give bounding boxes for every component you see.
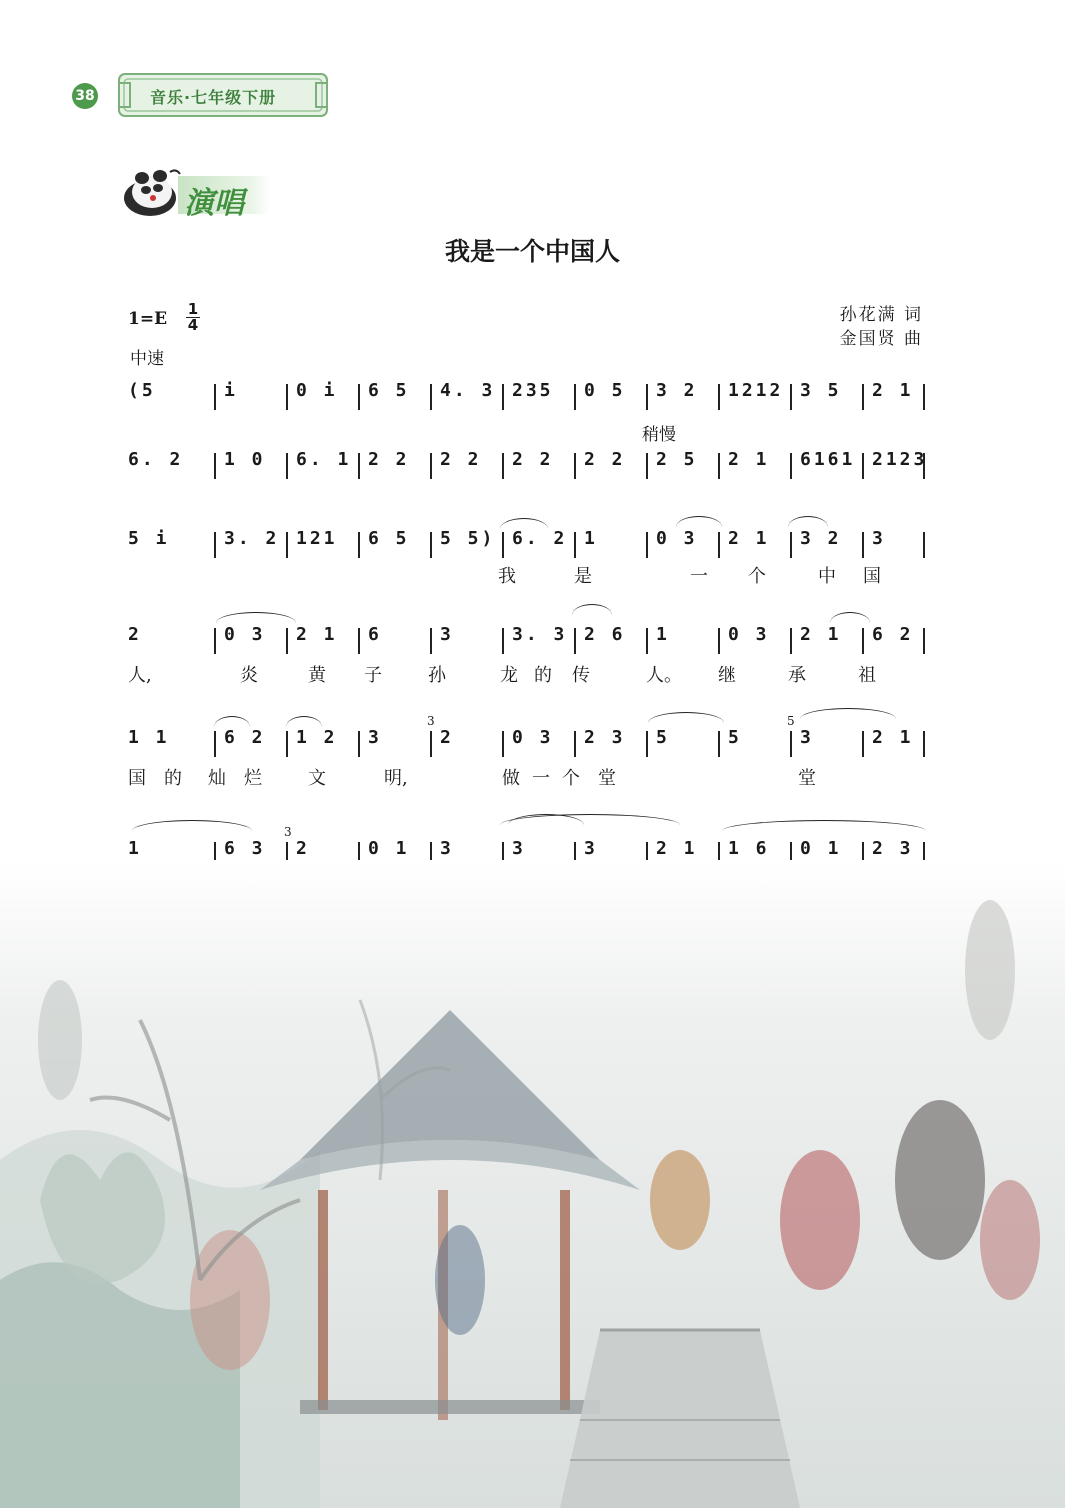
bar-line — [502, 628, 504, 654]
lyric-word: 灿 — [208, 768, 226, 789]
lyric-word: 明, — [384, 768, 408, 789]
bar-line — [790, 731, 792, 757]
measure: 2 1 — [296, 624, 338, 645]
lyric-word: 传 — [572, 665, 590, 686]
bar-line — [214, 532, 216, 558]
measure: 0 3 — [512, 727, 554, 748]
measure: 6. 2 — [128, 449, 184, 470]
bar-line — [790, 384, 792, 410]
measure: 1 6 — [728, 838, 770, 859]
lyrics-line — [128, 661, 926, 687]
measure: 1 — [128, 838, 142, 859]
measure: 3 — [512, 838, 526, 859]
measure: 0 1 — [800, 838, 842, 859]
bar-line — [502, 453, 504, 479]
slur — [132, 820, 252, 831]
slur — [286, 716, 322, 727]
measure: 6. 1 — [296, 449, 352, 470]
measure: 2 3 — [872, 838, 914, 859]
measure: 2 — [296, 838, 310, 859]
notation-row — [128, 380, 926, 420]
time-signature-bottom: 4 — [187, 316, 199, 334]
measure: 121 — [296, 528, 338, 549]
measure: 2 1 — [728, 528, 770, 549]
bar-line — [430, 453, 432, 479]
bar-line — [862, 628, 864, 654]
bar-line — [214, 628, 216, 654]
measure: 2 1 — [872, 380, 914, 401]
bar-line — [923, 731, 925, 757]
measure: 1 0 — [224, 449, 266, 470]
page-number: 38 — [72, 83, 98, 109]
lyricist-credit: 孙花满 词 — [839, 305, 923, 325]
lyric-word: 做 — [502, 768, 520, 789]
song-title: 我是一个中国人 — [444, 237, 620, 266]
lyric-word: 国 — [128, 768, 146, 789]
measure: 5 5) — [440, 528, 496, 549]
lyrics-line — [128, 562, 926, 588]
lyric-word: 我 — [498, 566, 516, 587]
measure: 2 2 — [368, 449, 410, 470]
measure: 1 — [656, 624, 670, 645]
measure: 1 1 — [128, 727, 170, 748]
bar-line — [286, 628, 288, 654]
bar-line — [214, 731, 216, 757]
lyric-word: 孙 — [428, 665, 446, 686]
lyric-word: 的 — [534, 665, 552, 686]
lyric-word: 黄 — [308, 665, 326, 686]
lyric-word: 烂 — [244, 768, 262, 789]
bar-line — [286, 731, 288, 757]
lyric-word: 子 — [364, 665, 382, 686]
measure: 2 2 — [584, 449, 626, 470]
measure: 0 3 — [728, 624, 770, 645]
measure: 0 3 — [656, 528, 698, 549]
tempo-marking: 中速 — [130, 349, 164, 369]
bar-line — [286, 453, 288, 479]
bar-line — [502, 731, 504, 757]
measure: 3 — [440, 838, 454, 859]
bar-line — [574, 384, 576, 410]
measure: 3. 3 — [512, 624, 568, 645]
measure: 2 2 — [512, 449, 554, 470]
measure: 2 1 — [656, 838, 698, 859]
measure: 5 i — [128, 528, 170, 549]
slur — [676, 516, 722, 527]
bar-line — [790, 628, 792, 654]
section-label: 演唱 — [184, 186, 244, 221]
measure: 3 — [872, 528, 886, 549]
measure: 3 5 — [800, 380, 842, 401]
lyric-word: 文 — [308, 768, 326, 789]
measure: 6 — [368, 624, 382, 645]
bar-line — [430, 384, 432, 410]
expression-marking: 稍慢 — [642, 425, 676, 445]
measure: 2 1 — [728, 449, 770, 470]
lyric-word: 一 — [532, 768, 550, 789]
measure: 3. 2 — [224, 528, 280, 549]
measure: 6 5 — [368, 380, 410, 401]
measure: 5 — [728, 727, 742, 748]
slur — [788, 516, 828, 527]
bar-line — [718, 453, 720, 479]
bar-line — [646, 731, 648, 757]
measure: 1 — [584, 528, 598, 549]
measure: 6 5 — [368, 528, 410, 549]
slur — [648, 712, 724, 723]
bar-line — [862, 453, 864, 479]
composer-credit: 金国贤 曲 — [839, 329, 923, 349]
notation-row — [128, 727, 926, 767]
panda-icon — [120, 166, 184, 218]
notation-row — [128, 449, 926, 489]
measure: 6161 — [800, 449, 856, 470]
measure: 0 5 — [584, 380, 626, 401]
measure: 6 2 — [224, 727, 266, 748]
bar-line — [862, 731, 864, 757]
measure: 4. 3 — [440, 380, 496, 401]
measure: 2 6 — [584, 624, 626, 645]
measure: 6 2 — [872, 624, 914, 645]
lyric-word: 是 — [574, 566, 592, 587]
book-title: 音乐·七年级下册 — [150, 88, 277, 107]
bar-line — [923, 384, 925, 410]
grace-note: 3 — [284, 825, 292, 839]
measure: 2 5 — [656, 449, 698, 470]
bar-line — [574, 532, 576, 558]
measure: 5 — [656, 727, 670, 748]
slur — [500, 518, 548, 529]
bar-line — [358, 532, 360, 558]
lyric-word: 中 — [818, 566, 836, 587]
bar-line — [286, 384, 288, 410]
lyric-word: 堂 — [798, 768, 816, 789]
slur — [572, 604, 612, 615]
grace-note: 5 — [787, 714, 795, 728]
lyric-word: 祖 — [858, 665, 876, 686]
lyric-word: 人, — [128, 665, 152, 686]
lyric-word: 承 — [788, 665, 806, 686]
measure: 2 — [440, 727, 454, 748]
notation-row — [128, 624, 926, 664]
measure: i — [224, 380, 238, 401]
bar-line — [214, 384, 216, 410]
lyric-word: 人。 — [646, 665, 682, 686]
slur — [722, 820, 926, 831]
measure: 2 1 — [872, 727, 914, 748]
bar-line — [358, 731, 360, 757]
slur — [214, 716, 250, 727]
lyric-word: 一 — [690, 566, 708, 587]
bar-line — [862, 532, 864, 558]
bar-line — [502, 384, 504, 410]
lyric-word: 个 — [562, 768, 580, 789]
measure: 1 2 — [296, 727, 338, 748]
time-signature — [186, 302, 200, 333]
bar-line — [718, 384, 720, 410]
bar-line — [574, 453, 576, 479]
bar-line — [214, 453, 216, 479]
measure: 3 — [440, 624, 454, 645]
bar-line — [718, 628, 720, 654]
lyric-word: 国 — [863, 566, 881, 587]
lyrics-line — [128, 764, 926, 790]
bar-line — [574, 731, 576, 757]
bar-line — [430, 628, 432, 654]
key-signature: 1=E — [128, 309, 168, 329]
measure: 3 — [584, 838, 598, 859]
bar-line — [502, 532, 504, 558]
slur — [216, 612, 296, 623]
bar-line — [430, 731, 432, 757]
bar-line — [646, 628, 648, 654]
lyric-word: 个 — [748, 566, 766, 587]
bar-line — [790, 453, 792, 479]
slur — [800, 708, 896, 719]
measure: 3 2 — [800, 528, 842, 549]
bar-line — [358, 453, 360, 479]
slur — [830, 612, 870, 623]
bar-line — [718, 532, 720, 558]
lyric-word: 炎 — [240, 665, 258, 686]
measure: 0 i — [296, 380, 338, 401]
bar-line — [646, 384, 648, 410]
bar-line — [358, 384, 360, 410]
lyric-word: 堂 — [598, 768, 616, 789]
measure: 3 — [800, 727, 814, 748]
measure: 3 — [368, 727, 382, 748]
measure: 2 3 — [584, 727, 626, 748]
bar-line — [358, 628, 360, 654]
measure: 2 1 — [800, 624, 842, 645]
grace-note: 3 — [427, 714, 435, 728]
measure: 6 3 — [224, 838, 266, 859]
measure: 1212 — [728, 380, 784, 401]
bar-line — [286, 532, 288, 558]
bar-line — [574, 628, 576, 654]
opera-scene-illustration — [0, 860, 1065, 1508]
measure: 235 — [512, 380, 554, 401]
bar-line — [923, 628, 925, 654]
bar-line — [862, 384, 864, 410]
lyric-word: 的 — [164, 768, 182, 789]
bar-line — [430, 532, 432, 558]
measure: 2 2 — [440, 449, 482, 470]
bar-line — [646, 453, 648, 479]
lyric-word: 龙 — [500, 665, 518, 686]
measure: 2123 — [872, 449, 928, 470]
measure: 6. 2 — [512, 528, 568, 549]
time-signature-top: 1 — [187, 300, 199, 318]
bar-line — [923, 532, 925, 558]
measure: 3 2 — [656, 380, 698, 401]
measure: 0 1 — [368, 838, 410, 859]
bar-line — [646, 532, 648, 558]
lyric-word: 继 — [718, 665, 736, 686]
bar-line — [718, 731, 720, 757]
bar-line — [790, 532, 792, 558]
measure: (5 — [128, 380, 156, 401]
measure: 0 3 — [224, 624, 266, 645]
measure: 2 — [128, 624, 142, 645]
bar-line — [923, 453, 925, 479]
